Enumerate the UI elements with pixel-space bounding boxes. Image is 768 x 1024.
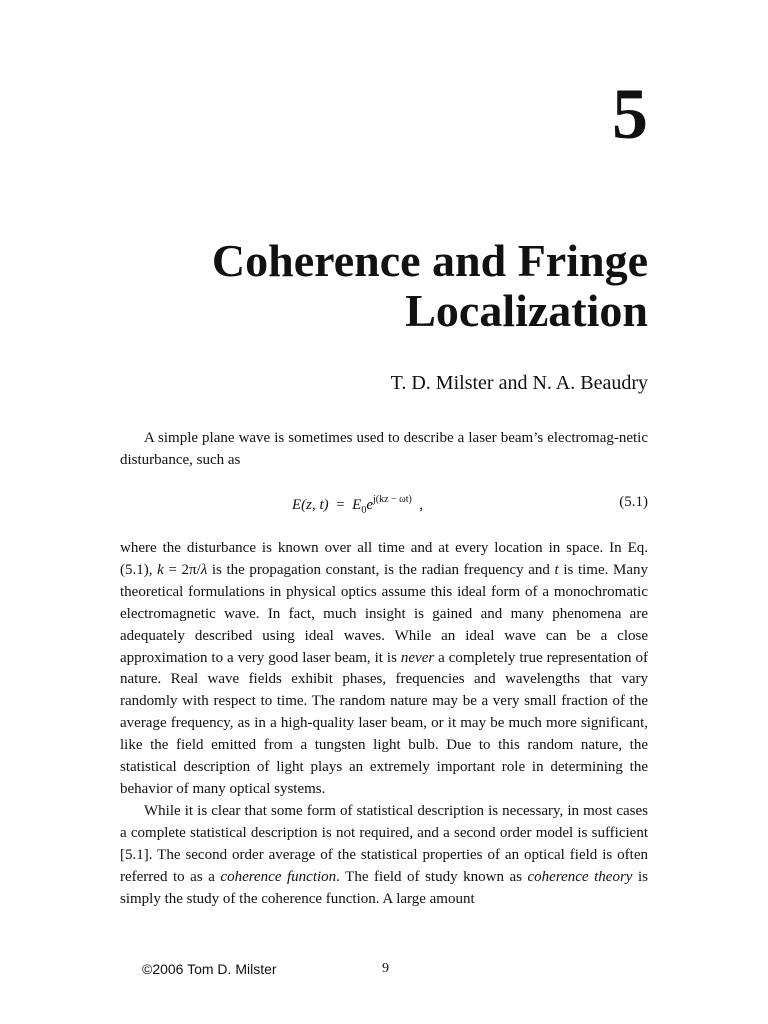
equation-exponent: j(kz − ωt) — [372, 494, 412, 505]
body-paragraph-1 — [120, 538, 648, 801]
p2-term-coherence-theory: coherence theory — [527, 868, 633, 885]
p1-text-b: = 2π/ — [163, 561, 201, 578]
body-paragraph-2 — [120, 801, 648, 911]
p2-text-c: is simply the study of the coherence function. A large amount — [120, 868, 648, 907]
chapter-title — [88, 236, 648, 336]
p1-var-t: t — [554, 561, 559, 578]
p1-text-d: is time. Many theoretical formulations in physical optics assume this ideal form of a monochromatic electromagnetic wave. In fact, much insight is gained and many phenomena are adequately described using ideal waves. While an ideal wave can be a close approximation to a very good laser beam, it is — [120, 561, 648, 666]
p1-text-a: where the disturbance is known over all time and at every location in space. In Eq. (5.1), — [120, 540, 648, 578]
equation-number: (5.1) — [619, 494, 648, 510]
equation-expression — [292, 494, 423, 516]
p2-term-coherence-function: coherence function — [220, 868, 337, 885]
intro-paragraph: A simple plane wave is sometimes used to describe a laser beam’s electromag-netic disturbance, such as — [120, 430, 648, 468]
p2-text-b: . The field of study known as — [336, 868, 528, 885]
equation-5-1 — [120, 492, 648, 520]
p2-text-a: While it is clear that some form of statistical description is necessary, in most cases a complete statistical description is not required, and a second order model is sufficient [5.1]. The second order average of the statistical properties of an optical field is often referred to as a — [120, 802, 648, 885]
p1-var-lambda: λ — [200, 561, 208, 578]
intro-paragraph-block — [120, 428, 648, 472]
footer-copyright: ©2006 Tom D. Milster — [142, 961, 277, 977]
chapter-number: 5 — [612, 74, 648, 154]
equation-exp-base: e — [366, 497, 373, 513]
p1-text-e: a completely true representation of nature. Real wave fields exhibit phases, frequencies and wavelengths that vary randomly with respect to time. The random nature may be a very small fraction of the average frequency, as in a high-quality laser beam, or it may be much more significant, like the field emitted from a tungsten light bulb. Due to this random nature, the statistical description of light plays an extremely important role in determining the behavior of many optical systems. — [120, 649, 648, 797]
p1-var-k: k — [157, 561, 164, 578]
footer-page-number: 9 — [382, 961, 389, 976]
body-text — [120, 538, 648, 910]
p1-text-c: is the propagation constant, is the radian frequency and — [207, 561, 555, 578]
equation-lhs: E(z, t) — [292, 497, 329, 513]
chapter-title-line-2: Localization — [405, 285, 648, 336]
equation-amplitude-subscript: 0 — [361, 505, 367, 516]
equation-amplitude: E — [352, 497, 362, 513]
chapter-title-line-1: Coherence and Fringe — [211, 235, 648, 286]
equation-equals: = — [336, 497, 345, 513]
p1-emphasis-never: never — [400, 649, 435, 666]
authors: T. D. Milster and N. A. Beaudry — [390, 372, 648, 394]
equation-trailing-comma: , — [419, 497, 424, 513]
